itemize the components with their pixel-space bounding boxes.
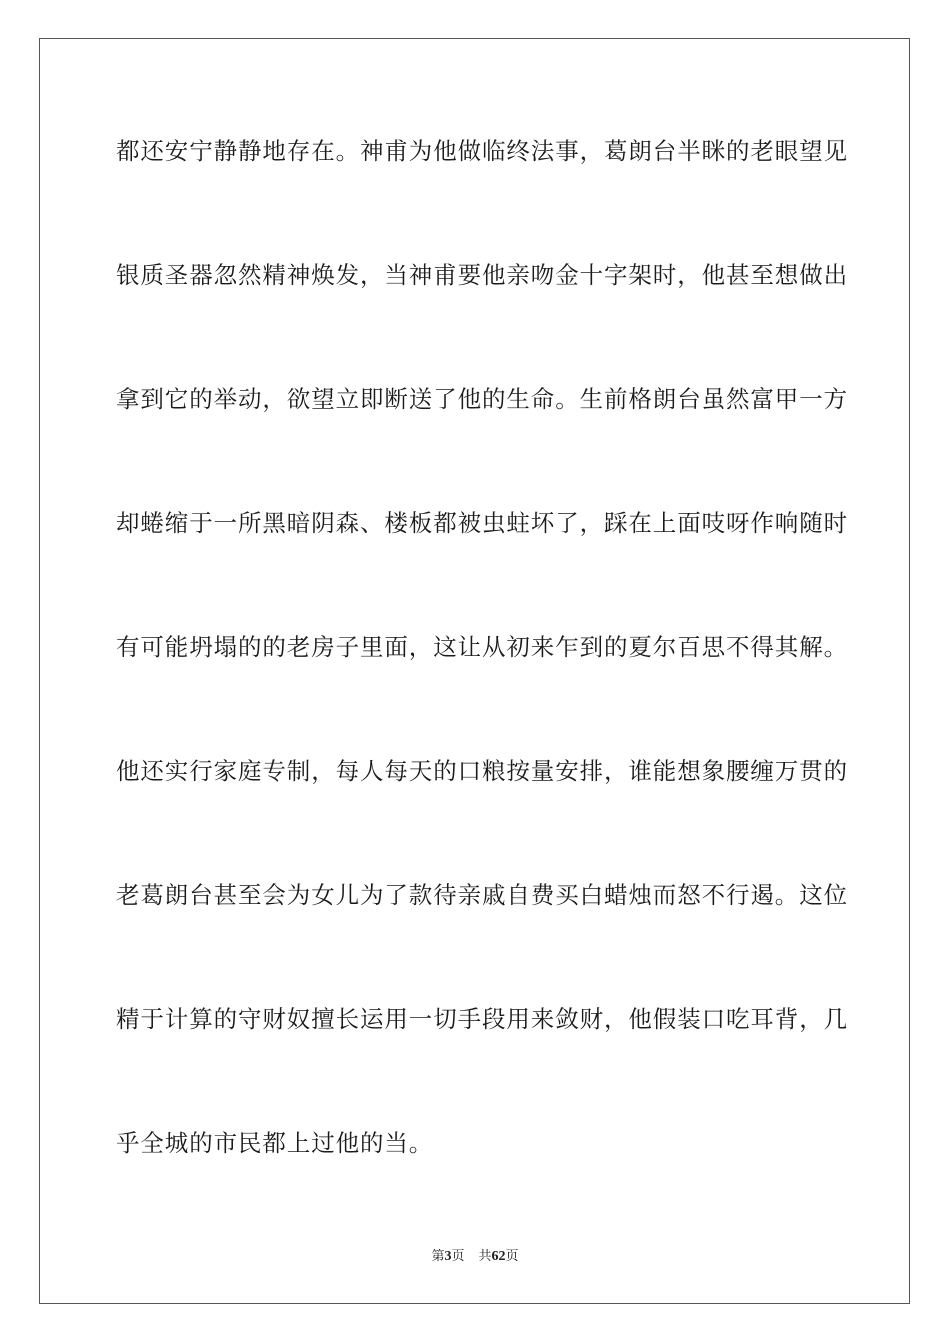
total-pages: 62	[491, 1249, 506, 1264]
total-prefix: 共	[478, 1249, 492, 1264]
text-line-5: 有可能坍塌的的老房子里面，这让从初来乍到的夏尔百思不得其解。	[116, 633, 848, 661]
page-footer	[0, 1247, 950, 1267]
page-number: 3	[444, 1249, 452, 1264]
page-border	[39, 38, 910, 1304]
text-line-6: 他还实行家庭专制，每人每天的口粮按量安排，谁能想象腰缠万贯的	[116, 757, 848, 785]
text-line-7: 老葛朗台甚至会为女儿为了款待亲戚自费买白蜡烛而怒不行遏。这位	[116, 881, 848, 909]
text-line-3: 拿到它的举动，欲望立即断送了他的生命。生前格朗台虽然富甲一方	[116, 385, 848, 413]
text-line-1: 都还安宁静静地存在。神甫为他做临终法事，葛朗台半眯的老眼望见	[116, 137, 848, 165]
text-line-8: 精于计算的守财奴擅长运用一切手段用来敛财，他假装口吃耳背，几	[116, 1005, 848, 1033]
text-line-4: 却蜷缩于一所黑暗阴森、楼板都被虫蛀坏了，踩在上面吱呀作响随时	[116, 509, 848, 537]
text-line-9: 乎全城的市民都上过他的当。	[116, 1129, 434, 1157]
text-line-2: 银质圣器忽然精神焕发，当神甫要他亲吻金十字架时，他甚至想做出	[116, 261, 848, 289]
page-suffix: 页	[451, 1249, 465, 1264]
page-prefix: 第	[431, 1249, 445, 1264]
total-suffix: 页	[505, 1249, 519, 1264]
